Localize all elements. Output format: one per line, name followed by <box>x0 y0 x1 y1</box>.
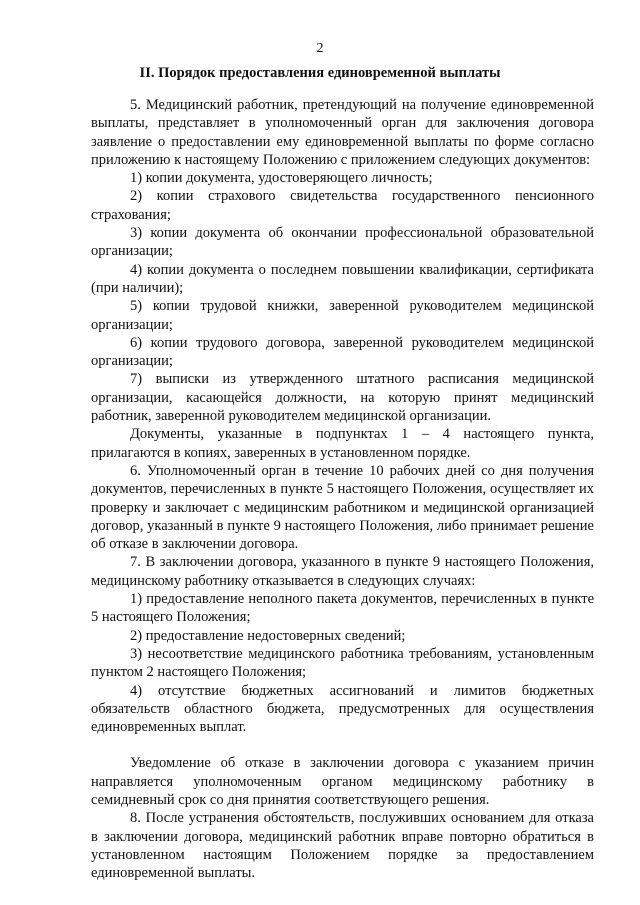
paragraph-item-5: 5. Медицинский работник, претендующий на получение единовременной выплаты, представляет в уполномоченный орган для заключения договора заявление о предоставлении ему единовременной выплаты по форме согласно приложению к настоящему Положению с приложением следующих документов: <box>91 97 594 168</box>
paragraph-documents-note: Документы, указанные в подпунктах 1 – 4 настоящего пункта, прилагаются в копиях, заверенных в установленном порядке. <box>91 426 594 461</box>
paragraph-refusal-notice: Уведомление об отказе в заключении договора с указанием причин направляется уполномоченным органом медицинскому работнику в семидневный срок со дня принятия соответствующего решения. <box>91 755 594 808</box>
list-item: 1) предоставление неполного пакета документов, перечисленных в пункте 5 настоящего Положения; <box>91 591 594 626</box>
list-item: 5) копии трудовой книжки, заверенной руководителем медицинской организации; <box>91 298 594 333</box>
paragraph-item-7: 7. В заключении договора, указанного в пункте 9 настоящего Положения, медицинскому работнику отказывается в следующих случаях: <box>91 554 594 589</box>
list-item: 1) копии документа, удостоверяющего личность; <box>130 170 433 187</box>
page-number: 2 <box>316 41 324 56</box>
list-item: 7) выписки из утвержденного штатного расписания медицинской организации, касающейся должности, на которую принят медицинский работник, заверенной руководителем медицинской организации. <box>91 371 594 425</box>
list-item: 6) копии трудового договора, заверенной руководителем медицинской организации; <box>91 334 594 370</box>
list-item: 4) копии документа о последнем повышении квалификации, сертификата (при наличии); <box>91 261 594 296</box>
list-item: 3) копии документа об окончании профессиональной образовательной организации; <box>91 225 594 260</box>
paragraph-item-8: 8. После устранения обстоятельств, послуживших основанием для отказа в заключении договора, медицинский работник вправе повторно обратиться в установленном настоящим Положением порядке за предоставлением единовременной выплаты. <box>91 810 594 882</box>
document-body <box>91 96 594 882</box>
list-item: 3) несоответствие медицинского работника требованиям, установленным пунктом 2 настоящего Положения; <box>91 645 594 681</box>
paragraph-gap <box>91 736 594 754</box>
section-title: II. Порядок предоставления единовременной выплаты <box>139 65 501 81</box>
paragraph-item-6: 6. Уполномоченный орган в течение 10 рабочих дней со дня получения документов, перечисленных в пункте 5 настоящего Положения, осуществляет их проверку и заключает с медицинским работником и медицинской организацией договор, указанный в пункте 9 настоящего Положения, либо принимает решение об отказе в заключении договора. <box>91 462 594 553</box>
list-item: 2) предоставление недостоверных сведений; <box>130 627 406 644</box>
list-item: 4) отсутствие бюджетных ассигнований и лимитов бюджетных обязательств областного бюджета, предусмотренных для осуществления единовременных выплат. <box>91 682 594 736</box>
list-item: 2) копии страхового свидетельства государственного пенсионного страхования; <box>91 188 594 223</box>
